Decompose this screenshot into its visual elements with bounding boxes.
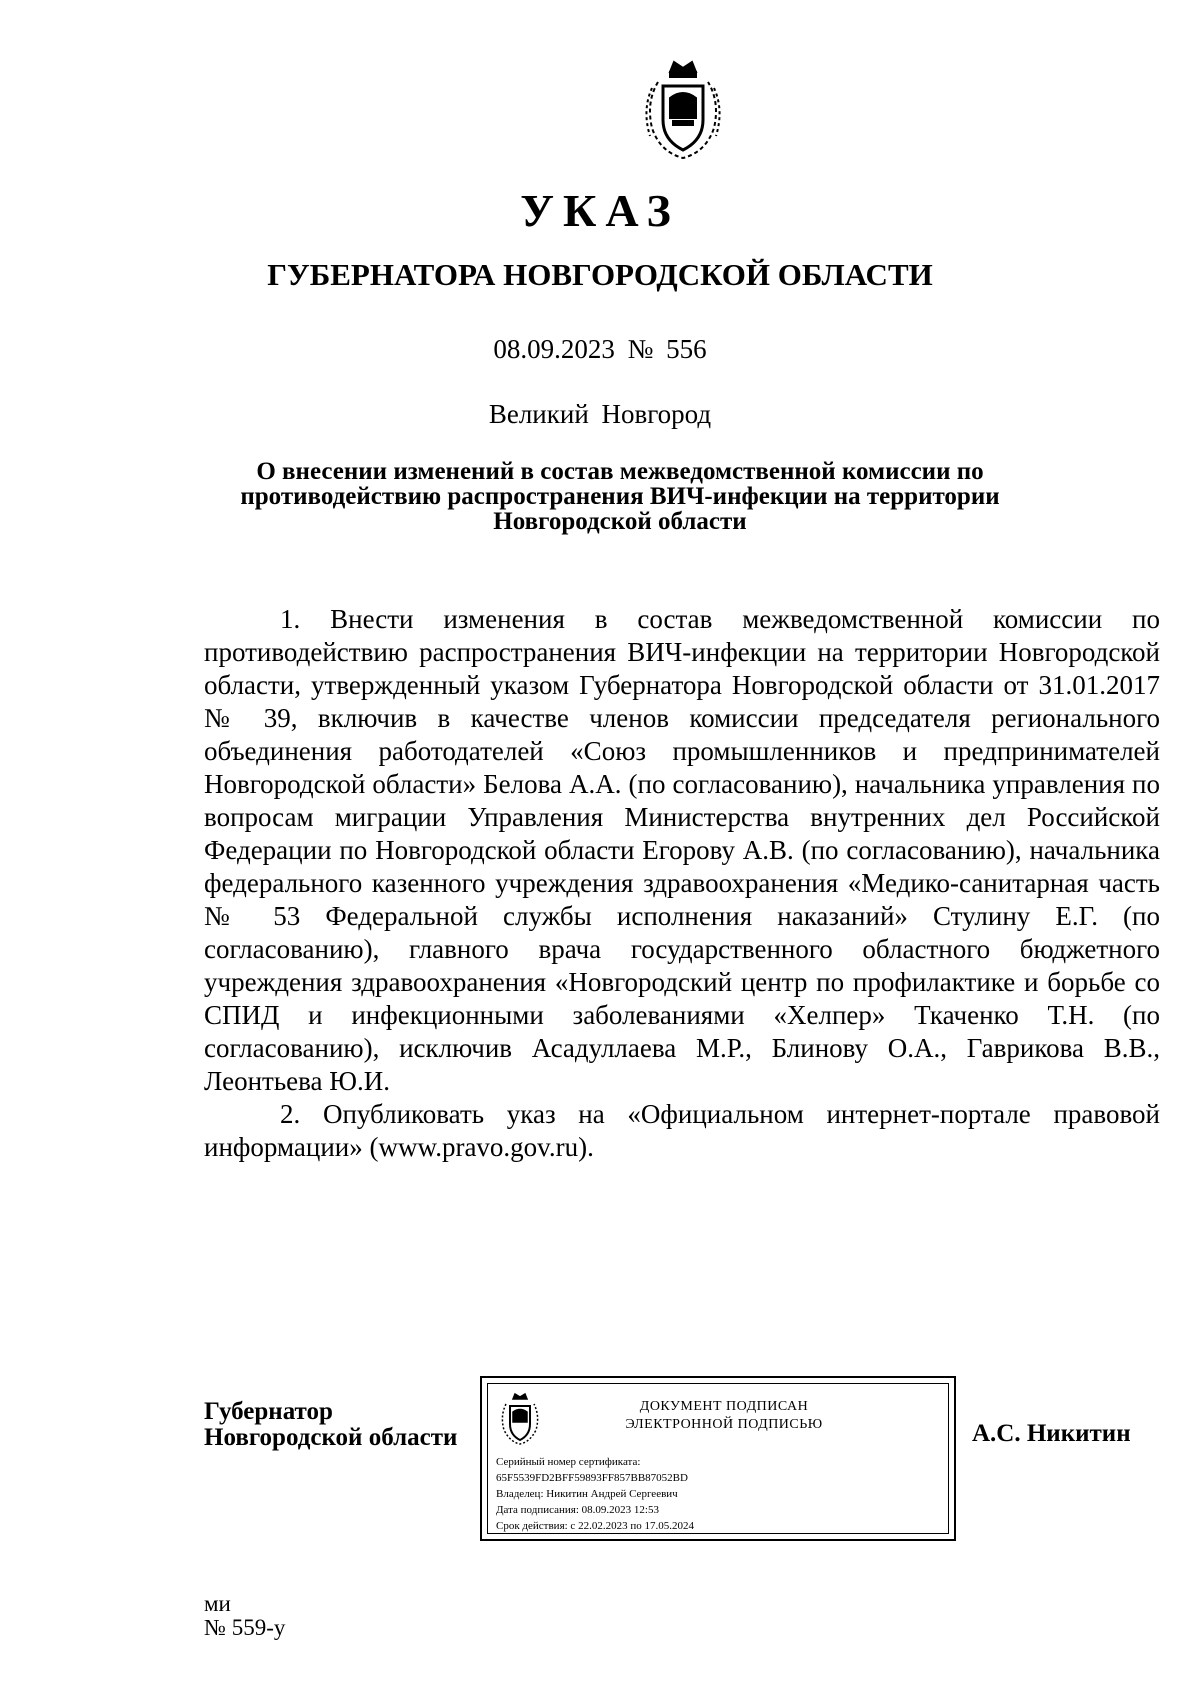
certificate-label: Серийный номер сертификата: (496, 1456, 641, 1468)
coat-of-arms-icon (640, 58, 726, 162)
footer-reference (204, 1592, 285, 1640)
signing-date: Дата подписания: 08.09.2023 12:53 (496, 1504, 659, 1516)
document-date: 08.09.2023 (493, 334, 615, 364)
document-title: УКАЗ (520, 185, 680, 236)
document-city: Великий Новгород (488, 399, 712, 429)
date-number-line (0, 332, 1200, 366)
heading-line: противодействию распространения ВИЧ-инфекции на территории (240, 483, 1000, 510)
certificate-validity: Срок действия: с 22.02.2023 по 17.05.2024 (496, 1520, 694, 1532)
document-heading (200, 459, 1040, 534)
stamp-heading-line: ДОКУМЕНТ ПОДПИСАН (639, 1399, 809, 1414)
signer-name: А.С. Никитин (972, 1420, 1131, 1447)
heading-line: Новгородской области (493, 508, 747, 535)
position-line: Губернатор (204, 1398, 333, 1425)
stamp-details (496, 1454, 694, 1534)
document-body (204, 603, 1160, 1164)
certificate-serial: 65F5539FD2BFF59893FF857BB87052BD (496, 1472, 688, 1484)
coat-of-arms-icon (498, 1392, 542, 1446)
certificate-owner: Владелец: Никитин Андрей Сергеевич (496, 1488, 678, 1500)
executor-initials: ми (204, 1591, 231, 1616)
stamp-heading-line: ЭЛЕКТРОННОЙ ПОДПИСЬЮ (625, 1417, 823, 1432)
document-number: № 556 (627, 334, 707, 364)
document-subtitle: ГУБЕРНАТОРА НОВГОРОДСКОЙ ОБЛАСТИ (267, 257, 933, 292)
paragraph-1: 1. Внести изменения в состав межведомственной комиссии по противодействию распространения ВИЧ-инфекции на территории Новгородской области, утвержденный указом Губернатора Новгородской области от 31.01.2017 № 39, включив в качестве членов комиссии председателя регионального объединения работодателей «Союз промышленников и предпринимателей Новгородской области» Белова А.А. (по согласованию), начальника управления по вопросам миграции Управления Министерства внутренних дел Российской Федерации по Новгородской области Егорову А.В. (по согласованию), начальника федерального казенного учреждения здравоохранения «Медико-санитарная часть № 53 Федеральной службы исполнения наказаний» Стулину Е.Г. (по согласованию), главного врача государственного областного бюджетного учреждения здравоохранения «Новгородский центр по профилактике и борьбе со СПИД и инфекционными заболеваниями «Хелпер» Ткаченко Т.Н. (по согласованию), исключив Асадуллаева М.Р., Блинову О.А., Гаврикова В.В., Леонтьева Ю.И. (204, 604, 1160, 1096)
stamp-inner-border (487, 1383, 949, 1534)
electronic-signature-stamp (480, 1376, 956, 1541)
heading-line: О внесении изменений в состав межведомственной комиссии по (256, 458, 984, 485)
reference-number: № 559-у (204, 1615, 286, 1640)
signatory-position (204, 1399, 457, 1451)
position-line: Новгородской области (204, 1424, 458, 1451)
paragraph-2: 2. Опубликовать указ на «Официальном интернет-портале правовой информации» (www.pravo.gov.ru). (204, 1099, 1160, 1162)
